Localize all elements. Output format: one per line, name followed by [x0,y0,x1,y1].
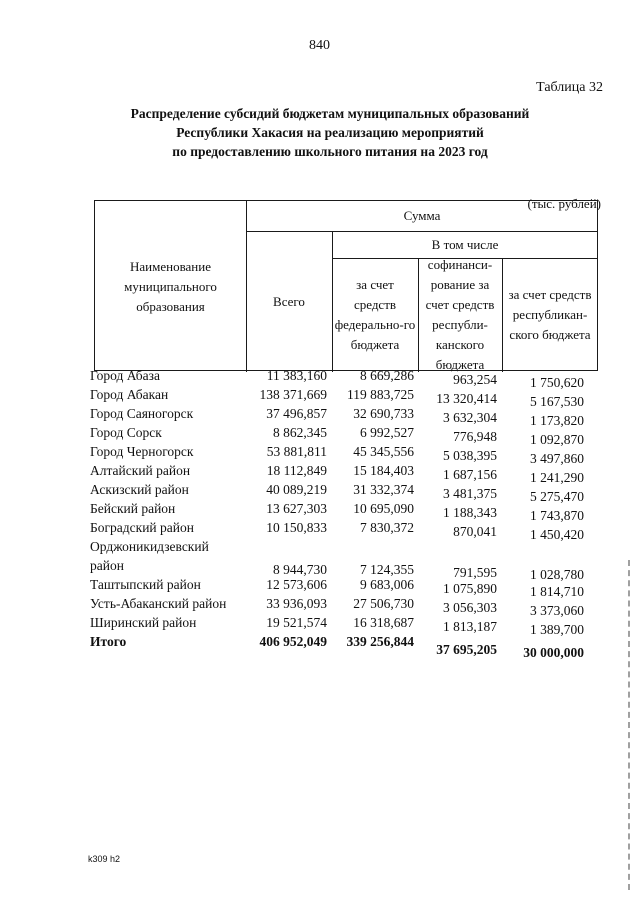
value-cofinancing: 791,595 [453,565,497,580]
municipality-name: Город Сорск [90,425,162,440]
table-row [0,368,639,390]
value-republic: 30 000,000 [523,645,584,660]
title-line-3: по предоставлению школьного питания на 2023 год [172,144,488,159]
table-row [0,444,639,466]
value-federal: 16 318,687 [353,615,414,630]
municipality-name: Усть-Абаканский район [90,596,227,611]
value-republic: 5 167,530 [530,394,584,409]
value-federal: 32 690,733 [353,406,414,421]
value-federal: 7 124,355 [360,562,414,577]
value-total: 40 089,219 [266,482,327,497]
value-total: 10 150,833 [266,520,327,535]
value-cofinancing: 13 320,414 [436,391,497,406]
value-cofinancing: 870,041 [453,524,497,539]
table-row [0,558,639,582]
total-label: Итого [90,634,127,649]
municipality-name: район [90,558,124,573]
header-including: В том числе [431,236,499,252]
value-cofinancing: 1 687,156 [443,467,497,482]
units-note: (тыс. рублей) [527,196,601,211]
page-number: 840 [309,38,330,53]
value-total: 406 952,049 [259,634,327,649]
value-republic: 1 028,780 [530,567,584,582]
value-republic: 5 275,470 [530,489,584,504]
value-federal: 10 695,090 [353,501,414,516]
value-total: 33 936,093 [266,596,327,611]
table-row [0,501,639,523]
value-total: 11 383,160 [266,368,327,383]
header-cofinancing: софинанси-рование за счет средств республи-канского бюджета [425,257,495,372]
value-total: 19 521,574 [266,615,327,630]
value-total: 8 862,345 [273,425,327,440]
value-republic: 1 389,700 [530,622,584,637]
value-total: 12 573,606 [266,577,327,592]
value-cofinancing: 37 695,205 [436,642,497,657]
value-cofinancing: 1 188,343 [443,505,497,520]
municipality-name: Алтайский район [90,463,191,478]
value-federal: 339 256,844 [346,634,414,649]
value-cofinancing: 776,948 [453,429,497,444]
table-row [0,539,639,558]
municipality-name: Ширинский район [90,615,197,630]
value-republic: 1 743,870 [530,508,584,523]
value-republic: 1 092,870 [530,432,584,447]
value-cofinancing: 5 038,395 [443,448,497,463]
table-header [94,200,598,371]
value-federal: 31 332,374 [353,482,414,497]
value-total: 18 112,849 [266,463,327,478]
table-label: Таблица 32 [536,80,603,95]
table-row [0,615,639,637]
table-row [0,425,639,447]
municipality-name: Город Черногорск [90,444,194,459]
scan-edge-mark [628,560,632,890]
value-federal: 45 345,556 [353,444,414,459]
value-federal: 119 883,725 [347,387,414,402]
value-cofinancing: 963,254 [453,372,497,387]
value-republic: 3 373,060 [530,603,584,618]
value-cofinancing: 1 075,890 [443,581,497,596]
value-cofinancing: 3 056,303 [443,600,497,615]
header-republic: за счет средств республикан-ского бюджета [508,287,592,342]
header-name: Наименование муниципального образования [124,258,217,314]
value-federal: 9 683,006 [360,577,414,592]
value-federal: 7 830,372 [360,520,414,535]
value-cofinancing: 3 481,375 [443,486,497,501]
value-federal: 27 506,730 [353,596,414,611]
value-federal: 6 992,527 [360,425,414,440]
table-row [0,387,639,409]
value-cofinancing: 1 813,187 [443,619,497,634]
municipality-name: Таштыпский район [90,577,201,592]
table-row [0,482,639,504]
value-republic: 3 497,860 [530,451,584,466]
value-republic: 1 450,420 [530,527,584,542]
table-row [0,463,639,485]
municipality-name: Бейский район [90,501,176,516]
value-republic: 1 750,620 [530,375,584,390]
value-total: 37 496,857 [266,406,327,421]
value-republic: 1 173,820 [530,413,584,428]
title-line-1: Распределение субсидий бюджетам муниципальных образований [130,106,530,121]
document-code: k309 h2 [88,854,121,864]
document-title [100,104,560,161]
value-federal: 15 184,403 [353,463,414,478]
value-federal: 8 669,286 [360,368,414,383]
title-line-2: Республики Хакасия на реализацию мероприятий [176,125,484,140]
municipality-name: Боградский район [90,520,194,535]
value-republic: 1 241,290 [530,470,584,485]
header-federal: за счет средств федерально-го бюджета [334,277,416,352]
value-cofinancing: 3 632,304 [443,410,497,425]
value-total: 13 627,303 [266,501,327,516]
header-total: Всего [273,293,305,309]
value-total: 8 944,730 [273,562,327,577]
table-row [0,577,639,599]
header-sum: Сумма [403,208,441,223]
total-row [0,634,639,660]
table-row [0,520,639,542]
value-total: 138 371,669 [259,387,327,402]
municipality-name: Город Абакан [90,387,169,402]
table-row [0,406,639,428]
municipality-name: Город Саяногорск [90,406,194,421]
municipality-name: Орджоникидзевский [90,539,209,554]
municipality-name: Аскизский район [90,482,189,497]
value-republic: 1 814,710 [530,584,584,599]
table-row [0,596,639,618]
municipality-name: Город Абаза [90,368,160,383]
value-total: 53 881,811 [266,444,327,459]
